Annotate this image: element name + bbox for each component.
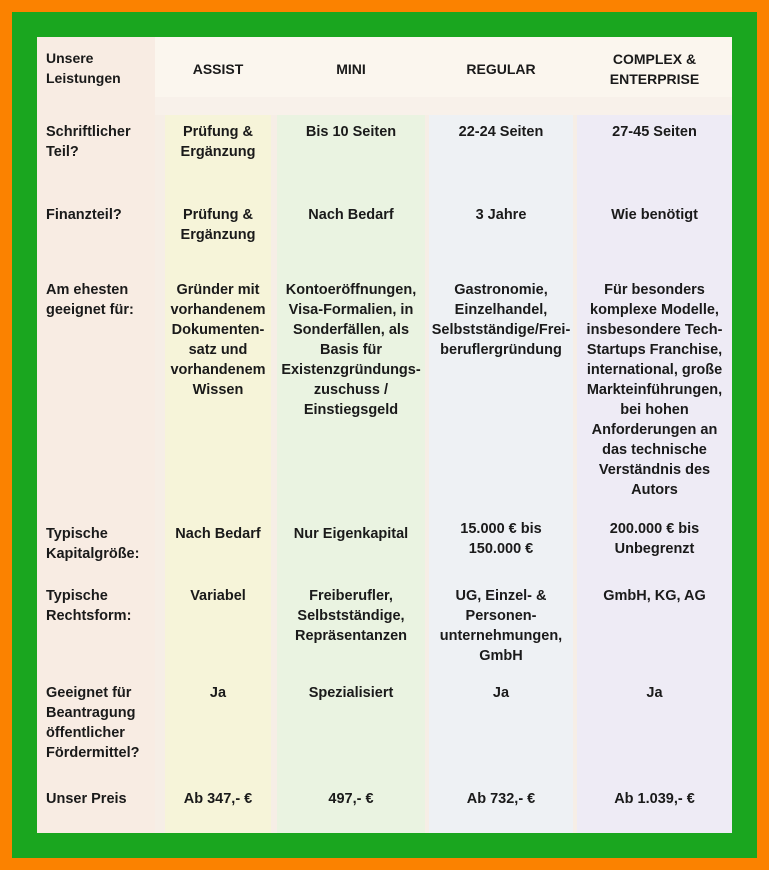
- cell-assist-foerdermittel: Ja: [209, 685, 227, 701]
- cell-complex-kapital: 200.000 € bis Unbegrenzt: [609, 521, 700, 557]
- row-label-kapitalgroesse: Typische Kapitalgröße:: [46, 526, 140, 562]
- cell-mini-geeignet: Kontoeröffnungen, Visa-Formalien, in Sonderfällen, als Basis für Existenzgründungs- zuschuss / Einstiegsgeld: [281, 282, 421, 418]
- cell-mini-kapital: Nur Eigenkapital: [293, 526, 409, 542]
- cell-complex-foerdermittel: Ja: [646, 685, 663, 701]
- cell-complex-schriftlich: 27-45 Seiten: [612, 124, 697, 140]
- cell-assist-rechtsform: Variabel: [190, 588, 246, 604]
- cell-mini-schriftlich: Bis 10 Seiten: [305, 124, 397, 140]
- header-spacer: [155, 97, 732, 115]
- cell-regular-rechtsform: UG, Einzel- & Personen- unternehmungen, GmbH: [439, 588, 563, 664]
- cell-complex-finanzteil: Wie benötigt: [611, 207, 698, 223]
- cell-complex-rechtsform: GmbH, KG, AG: [603, 588, 706, 604]
- header-assist: ASSIST: [192, 61, 244, 77]
- row-label-finanzteil: Finanzteil?: [46, 207, 122, 223]
- cell-assist-kapital: Nach Bedarf: [175, 526, 261, 542]
- price-assist: Ab 347,- €: [183, 791, 253, 807]
- cell-assist-schriftlich: Prüfung & Ergänzung: [180, 124, 256, 160]
- cell-regular-geeignet: Gastronomie, Einzelhandel, Selbstständige/Frei- beruflergründung: [431, 282, 571, 358]
- header-regular: REGULAR: [466, 61, 536, 77]
- price-complex: Ab 1.039,- €: [614, 791, 695, 807]
- row-label-rechtsform: Typische Rechtsform:: [46, 588, 132, 624]
- cell-assist-finanzteil: Prüfung & Ergänzung: [180, 207, 256, 243]
- row-label-geeignet-fuer: Am ehesten geeignet für:: [46, 282, 134, 318]
- row-label-foerdermittel: Geeignet für Beantragung öffentlicher Fördermittel?: [46, 685, 140, 761]
- cell-regular-foerdermittel: Ja: [492, 685, 510, 701]
- header-mini: MINI: [336, 61, 366, 77]
- column-mini: [277, 37, 425, 833]
- cell-mini-foerdermittel: Spezialisiert: [308, 685, 394, 701]
- cell-complex-geeignet: Für besonders komplexe Modelle, insbesondere Tech- Startups Franchise, international, große Markteinführungen, bei hohen Anforderungen an das technische Verständnis des Autors: [586, 282, 723, 498]
- column-regular: [429, 37, 573, 833]
- cell-regular-finanzteil: 3 Jahre: [475, 207, 527, 223]
- row-label-preis: Unser Preis: [46, 791, 127, 807]
- cell-mini-finanzteil: Nach Bedarf: [308, 207, 394, 223]
- cell-assist-geeignet: Gründer mit vorhandenem Dokumenten- satz und vorhandenem Wissen: [170, 282, 266, 398]
- pricing-table: [37, 37, 732, 833]
- cell-regular-schriftlich: 22-24 Seiten: [458, 124, 544, 140]
- price-regular: Ab 732,- €: [466, 791, 536, 807]
- header-complex: COMPLEX & ENTERPRISE: [609, 51, 700, 87]
- header-label: Unsere Leistungen: [46, 50, 121, 86]
- cell-mini-rechtsform: Freiberufler, Selbstständige, Repräsentanzen: [294, 588, 407, 644]
- price-mini: 497,- €: [328, 791, 374, 807]
- row-label-schriftlicher-teil: Schriftlicher Teil?: [46, 124, 131, 160]
- cell-regular-kapital: 15.000 € bis 150.000 €: [460, 521, 542, 557]
